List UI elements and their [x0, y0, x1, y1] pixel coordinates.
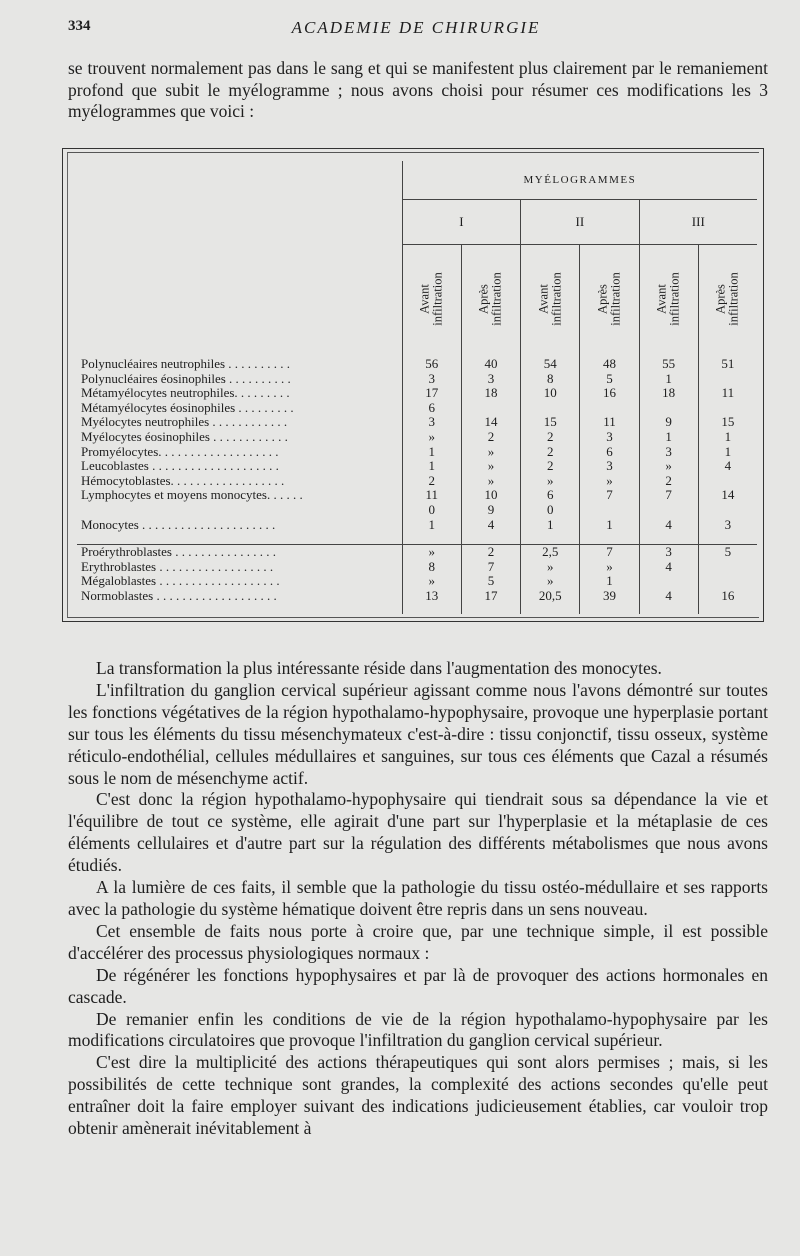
cell-value: 54 [521, 353, 580, 372]
cell-value: 1 [402, 459, 461, 474]
cell-value: 5 [461, 574, 520, 589]
cell-value: 4 [461, 518, 520, 533]
row-label: Erythroblastes . . . . . . . . . . . . . . . . . . [81, 558, 274, 574]
cell-value: » [521, 560, 580, 575]
cell-value: 4 [698, 459, 757, 474]
spacer-row [77, 604, 757, 614]
cell-value [461, 401, 520, 416]
cell-value [698, 474, 757, 489]
table-group-header: MYÉLOGRAMMES [402, 161, 757, 200]
cell-value: » [402, 545, 461, 560]
row-label: Promyélocytes. . . . . . . . . . . . . . . . . . . [81, 443, 279, 459]
cell-value: 2 [402, 474, 461, 489]
row-label: Hémocytoblastes. . . . . . . . . . . . . . . . . . [81, 472, 285, 488]
row-label: Polynucléaires neutrophiles . . . . . . . . . . [81, 356, 291, 372]
cell-value: 1 [698, 430, 757, 445]
cell-value: 20,5 [521, 589, 580, 604]
row-label: Myélocytes éosinophiles . . . . . . . . . . . . [81, 429, 288, 445]
cell-value: 0 [521, 503, 580, 518]
subcolumn-header: Après infiltration [580, 245, 639, 354]
cell-value: 3 [580, 459, 639, 474]
cell-value: 2 [521, 445, 580, 460]
row-label: Polynucléaires éosinophiles . . . . . . . . . . [81, 370, 291, 386]
cell-value: 56 [402, 353, 461, 372]
cell-value [698, 574, 757, 589]
cell-value: 3 [461, 372, 520, 387]
cell-value: 1 [402, 445, 461, 460]
table-row [77, 560, 757, 575]
cell-value: 9 [461, 503, 520, 518]
table-row [77, 415, 757, 430]
table-row [77, 459, 757, 474]
cell-value: 2 [521, 430, 580, 445]
paragraph: Cet ensemble de faits nous porte à croire que, par une technique simple, il est possible d'accélérer des processus physiologiques normaux : [68, 920, 768, 963]
paragraph: La transformation la plus intéressante réside dans l'augmentation des monocytes. [96, 658, 662, 678]
page-header [68, 18, 764, 44]
column-header-ii: II [521, 200, 639, 245]
cell-value: » [580, 560, 639, 575]
cell-value: 17 [402, 386, 461, 401]
paragraph: A la lumière de ces faits, il semble que la pathologie du tissu ostéo-médullaire et ses rapports avec la pathologie du système hématique doivent être repris dans un sens nouveau. [68, 877, 768, 919]
table-row [77, 488, 757, 503]
cell-value: 1 [521, 518, 580, 533]
cell-value: 10 [521, 386, 580, 401]
cell-value: 2,5 [521, 545, 580, 560]
subcolumn-header: Avant infiltration [639, 245, 698, 354]
cell-value: 13 [402, 589, 461, 604]
cell-value: 48 [580, 353, 639, 372]
cell-value: 2 [639, 474, 698, 489]
cell-value: 11 [698, 386, 757, 401]
table-row [77, 445, 757, 460]
table-row [77, 518, 757, 533]
cell-value: 9 [639, 415, 698, 430]
cell-value [521, 401, 580, 416]
subcolumn-header: Avant infiltration [402, 245, 461, 354]
cell-value [639, 503, 698, 518]
body-text [68, 658, 768, 1140]
cell-value: 2 [461, 430, 520, 445]
row-label [77, 503, 402, 518]
cell-value: 55 [639, 353, 698, 372]
cell-value: 4 [639, 560, 698, 575]
table-row [77, 430, 757, 445]
cell-value: » [521, 574, 580, 589]
table-row [77, 503, 757, 518]
cell-value: 17 [461, 589, 520, 604]
table-row [77, 353, 757, 372]
cell-value: 14 [461, 415, 520, 430]
cell-value: 1 [580, 518, 639, 533]
cell-value: 6 [521, 488, 580, 503]
cell-value: 2 [461, 545, 520, 560]
row-label: Métamyélocytes éosinophiles . . . . . . . . . [81, 399, 294, 415]
cell-value: 4 [639, 589, 698, 604]
row-label: Proérythroblastes . . . . . . . . . . . . . . . . [77, 545, 402, 560]
cell-value: 11 [402, 488, 461, 503]
cell-value: 1 [402, 518, 461, 533]
row-label: Lymphocytes et moyens monocytes. . . . . . [81, 487, 303, 503]
cell-value: 4 [639, 518, 698, 533]
cell-value: » [461, 445, 520, 460]
cell-value: 1 [639, 372, 698, 387]
cell-value: 7 [461, 560, 520, 575]
cell-value: » [461, 474, 520, 489]
column-header-iii: III [639, 200, 757, 245]
cell-value: » [402, 574, 461, 589]
cell-value: 3 [639, 445, 698, 460]
table-row [77, 474, 757, 489]
spacer-row [77, 532, 757, 545]
cell-value [580, 503, 639, 518]
cell-value: 18 [461, 386, 520, 401]
cell-value [698, 560, 757, 575]
table-row [77, 545, 757, 560]
cell-value: 0 [402, 503, 461, 518]
column-header-i: I [402, 200, 520, 245]
cell-value: 11 [580, 415, 639, 430]
row-label: Métamyélocytes neutrophiles. . . . . . . . . [81, 385, 290, 401]
cell-value: 3 [639, 545, 698, 560]
myelogram-table [77, 161, 757, 614]
cell-value: 5 [580, 372, 639, 387]
table-row [77, 589, 757, 604]
row-label: Monocytes . . . . . . . . . . . . . . . . . . . . . [81, 516, 276, 532]
row-label: Normoblastes . . . . . . . . . . . . . . . . . . . [81, 587, 277, 603]
cell-value: 51 [698, 353, 757, 372]
paragraph: C'est donc la région hypothalamo-hypophysaire qui tiendrait sous sa dépendance la vie et l'équilibre de tout ce système, elle agirait d'une part sur l'hyperplasie et la métaplasie de ces éléments cellulaires et d'autre part sur la régulation des différents métabolismes que nous avons étudiés. [68, 789, 768, 876]
cell-value: 7 [639, 488, 698, 503]
paragraph: De régénérer les fonctions hypophysaires et par là de provoquer des actions hormonales en cascade. [68, 964, 768, 1007]
myelogram-table-frame [62, 148, 764, 622]
cell-value: 14 [698, 488, 757, 503]
cell-value [698, 372, 757, 387]
table-row [77, 574, 757, 589]
cell-value [698, 503, 757, 518]
cell-value: 5 [698, 545, 757, 560]
cell-value: 1 [580, 574, 639, 589]
subcolumn-header: Après infiltration [698, 245, 757, 354]
paragraph: C'est dire la multiplicité des actions thérapeutiques qui sont alors permises ; mais, si les possibilités de cette technique sont grandes, la complexité des actions secondes qu'elle peut entraîner doit la faire employer suivant des indications judicieusement établies, car vouloir trop obtenir amènerait inévitablement à [68, 1052, 768, 1139]
cell-value: » [402, 430, 461, 445]
cell-value [639, 401, 698, 416]
cell-value: 18 [639, 386, 698, 401]
running-title: ACADEMIE DE CHIRURGIE [291, 18, 541, 37]
cell-value: 16 [580, 386, 639, 401]
table-row [77, 372, 757, 387]
cell-value: 15 [698, 415, 757, 430]
subcolumn-header: Après infiltration [461, 245, 520, 354]
cell-value: 16 [698, 589, 757, 604]
cell-value: 7 [580, 488, 639, 503]
cell-value: 8 [521, 372, 580, 387]
page-number: 334 [68, 18, 91, 34]
cell-value: 39 [580, 589, 639, 604]
subcolumn-header: Avant infiltration [521, 245, 580, 354]
table-body-leukocytes [77, 353, 757, 545]
cell-value: » [461, 459, 520, 474]
cell-value: 1 [698, 445, 757, 460]
cell-value: 3 [698, 518, 757, 533]
intro-paragraph: se trouvent normalement pas dans le sang et qui se manifestent plus clairement par le remaniement profond que subit le myélogramme ; nous avons choisi pour résumer ces modifications les 3 myélogrammes que voici : [68, 58, 768, 121]
cell-value: 15 [521, 415, 580, 430]
cell-value: 7 [580, 545, 639, 560]
table-stub-header [77, 161, 402, 200]
table-row [77, 401, 757, 416]
table-body-erythroid [77, 545, 757, 614]
row-label: Leucoblastes . . . . . . . . . . . . . . . . . . . . [81, 458, 279, 474]
cell-value [580, 401, 639, 416]
cell-value [698, 401, 757, 416]
cell-value: 6 [402, 401, 461, 416]
row-label: Myélocytes neutrophiles . . . . . . . . . . . . [81, 414, 288, 430]
cell-value: 6 [580, 445, 639, 460]
cell-value: 10 [461, 488, 520, 503]
cell-value: 1 [639, 430, 698, 445]
cell-value: » [521, 474, 580, 489]
cell-value: 3 [402, 372, 461, 387]
cell-value: 3 [402, 415, 461, 430]
cell-value: » [580, 474, 639, 489]
paragraph: L'infiltration du ganglion cervical supérieur agissant comme nous l'avons démontré sur toutes les fonctions végétatives de la région hypothalamo-hypophysaire, provoque une hyperplasie portant sur tous les éléments du tissu mésenchymateux c'est-à-dire : tissu conjonctif, tissu osseux, système réticulo-endothélial, cellules médullaires et sanguines, sur tous ces éléments que Cazal a résumés sous le nom de mésenchyme actif. [68, 679, 768, 788]
cell-value: 40 [461, 353, 520, 372]
paragraph: De remanier enfin les conditions de vie de la région hypothalamo-hypophysaire par les modifications circulatoires que provoque l'infiltration du ganglion cervical supérieur. [68, 1008, 768, 1051]
cell-value: 2 [521, 459, 580, 474]
cell-value: 8 [402, 560, 461, 575]
cell-value: » [639, 459, 698, 474]
table-row [77, 386, 757, 401]
cell-value [639, 574, 698, 589]
row-label: Mégaloblastes . . . . . . . . . . . . . . . . . . . [81, 573, 280, 589]
cell-value: 3 [580, 430, 639, 445]
